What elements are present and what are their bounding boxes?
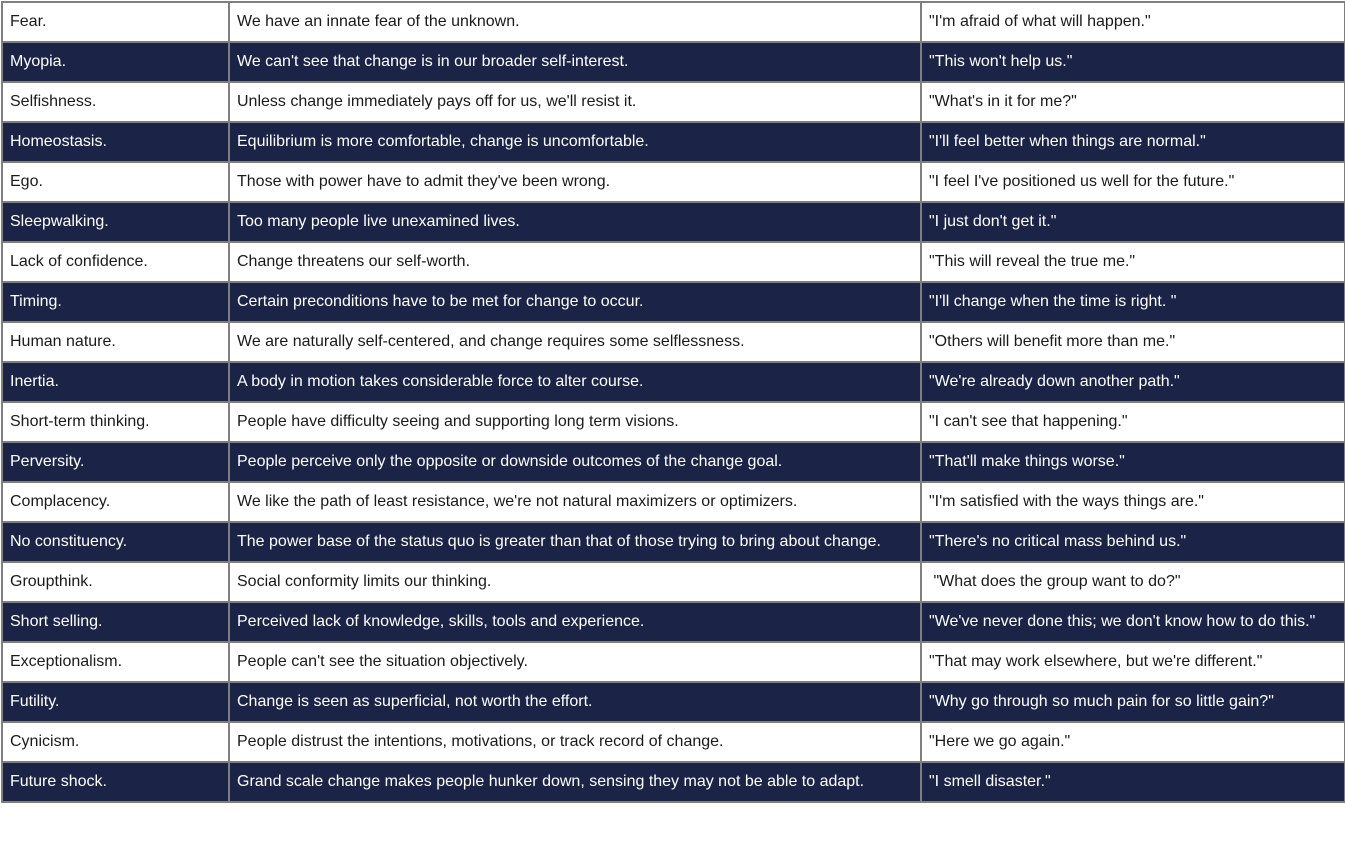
table-row <box>2 682 1345 722</box>
reason-cell: Timing. <box>2 282 229 322</box>
table-row <box>2 722 1345 762</box>
table-row <box>2 362 1345 402</box>
description-cell: A body in motion takes considerable force to alter course. <box>229 362 921 402</box>
description-cell: We like the path of least resistance, we're not natural maximizers or optimizers. <box>229 482 921 522</box>
table-row <box>2 202 1345 242</box>
reason-cell: Short-term thinking. <box>2 402 229 442</box>
table-row <box>2 82 1345 122</box>
description-cell: Grand scale change makes people hunker down, sensing they may not be able to adapt. <box>229 762 921 802</box>
reason-cell: Cynicism. <box>2 722 229 762</box>
reason-cell: No constituency. <box>2 522 229 562</box>
quote-cell: "I'll feel better when things are normal." <box>921 122 1345 162</box>
quote-cell: "I feel I've positioned us well for the future." <box>921 162 1345 202</box>
quote-cell: "I'm afraid of what will happen." <box>921 2 1345 42</box>
quote-cell: "We've never done this; we don't know how to do this." <box>921 602 1345 642</box>
table-row <box>2 2 1345 42</box>
description-cell: People can't see the situation objectively. <box>229 642 921 682</box>
table-row <box>2 762 1345 802</box>
table-row <box>2 602 1345 642</box>
description-cell: Perceived lack of knowledge, skills, tools and experience. <box>229 602 921 642</box>
description-cell: The power base of the status quo is greater than that of those trying to bring about change. <box>229 522 921 562</box>
quote-cell: "I just don't get it." <box>921 202 1345 242</box>
quote-cell: "We're already down another path." <box>921 362 1345 402</box>
table-row <box>2 402 1345 442</box>
description-cell: People have difficulty seeing and supporting long term visions. <box>229 402 921 442</box>
reason-cell: Fear. <box>2 2 229 42</box>
reason-cell: Exceptionalism. <box>2 642 229 682</box>
quote-cell: "I smell disaster." <box>921 762 1345 802</box>
reason-cell: Homeostasis. <box>2 122 229 162</box>
description-cell: We are naturally self-centered, and change requires some selflessness. <box>229 322 921 362</box>
quote-cell: "Why go through so much pain for so little gain?" <box>921 682 1345 722</box>
quote-cell: "Others will benefit more than me." <box>921 322 1345 362</box>
reason-cell: Human nature. <box>2 322 229 362</box>
table-row <box>2 282 1345 322</box>
resistance-to-change-table <box>1 1 1345 803</box>
quote-cell: "There's no critical mass behind us." <box>921 522 1345 562</box>
reason-cell: Perversity. <box>2 442 229 482</box>
reason-cell: Futility. <box>2 682 229 722</box>
description-cell: Change threatens our self-worth. <box>229 242 921 282</box>
reason-cell: Lack of confidence. <box>2 242 229 282</box>
quote-cell: "That may work elsewhere, but we're different." <box>921 642 1345 682</box>
description-cell: We can't see that change is in our broader self-interest. <box>229 42 921 82</box>
quote-cell: "I'm satisfied with the ways things are." <box>921 482 1345 522</box>
quote-cell: "This will reveal the true me." <box>921 242 1345 282</box>
quote-cell: "That'll make things worse." <box>921 442 1345 482</box>
table-row <box>2 482 1345 522</box>
table-row <box>2 562 1345 602</box>
description-cell: Equilibrium is more comfortable, change is uncomfortable. <box>229 122 921 162</box>
reason-cell: Ego. <box>2 162 229 202</box>
table-row <box>2 42 1345 82</box>
table-row <box>2 522 1345 562</box>
table-row <box>2 442 1345 482</box>
description-cell: People distrust the intentions, motivations, or track record of change. <box>229 722 921 762</box>
quote-cell: "This won't help us." <box>921 42 1345 82</box>
description-cell: We have an innate fear of the unknown. <box>229 2 921 42</box>
quote-cell: "What does the group want to do?" <box>921 562 1345 602</box>
reason-cell: Groupthink. <box>2 562 229 602</box>
description-cell: Those with power have to admit they've been wrong. <box>229 162 921 202</box>
table-row <box>2 242 1345 282</box>
quote-cell: "I'll change when the time is right. " <box>921 282 1345 322</box>
quote-cell: "What's in it for me?" <box>921 82 1345 122</box>
description-cell: Certain preconditions have to be met for change to occur. <box>229 282 921 322</box>
quote-cell: "Here we go again." <box>921 722 1345 762</box>
table-row <box>2 122 1345 162</box>
table-row <box>2 162 1345 202</box>
description-cell: Too many people live unexamined lives. <box>229 202 921 242</box>
description-cell: Change is seen as superficial, not worth the effort. <box>229 682 921 722</box>
table-row <box>2 322 1345 362</box>
reason-cell: Sleepwalking. <box>2 202 229 242</box>
table-row <box>2 642 1345 682</box>
reason-cell: Short selling. <box>2 602 229 642</box>
reason-cell: Selfishness. <box>2 82 229 122</box>
reason-cell: Complacency. <box>2 482 229 522</box>
quote-cell: "I can't see that happening." <box>921 402 1345 442</box>
description-cell: People perceive only the opposite or downside outcomes of the change goal. <box>229 442 921 482</box>
reason-cell: Inertia. <box>2 362 229 402</box>
description-cell: Social conformity limits our thinking. <box>229 562 921 602</box>
description-cell: Unless change immediately pays off for us, we'll resist it. <box>229 82 921 122</box>
reason-cell: Myopia. <box>2 42 229 82</box>
reason-cell: Future shock. <box>2 762 229 802</box>
